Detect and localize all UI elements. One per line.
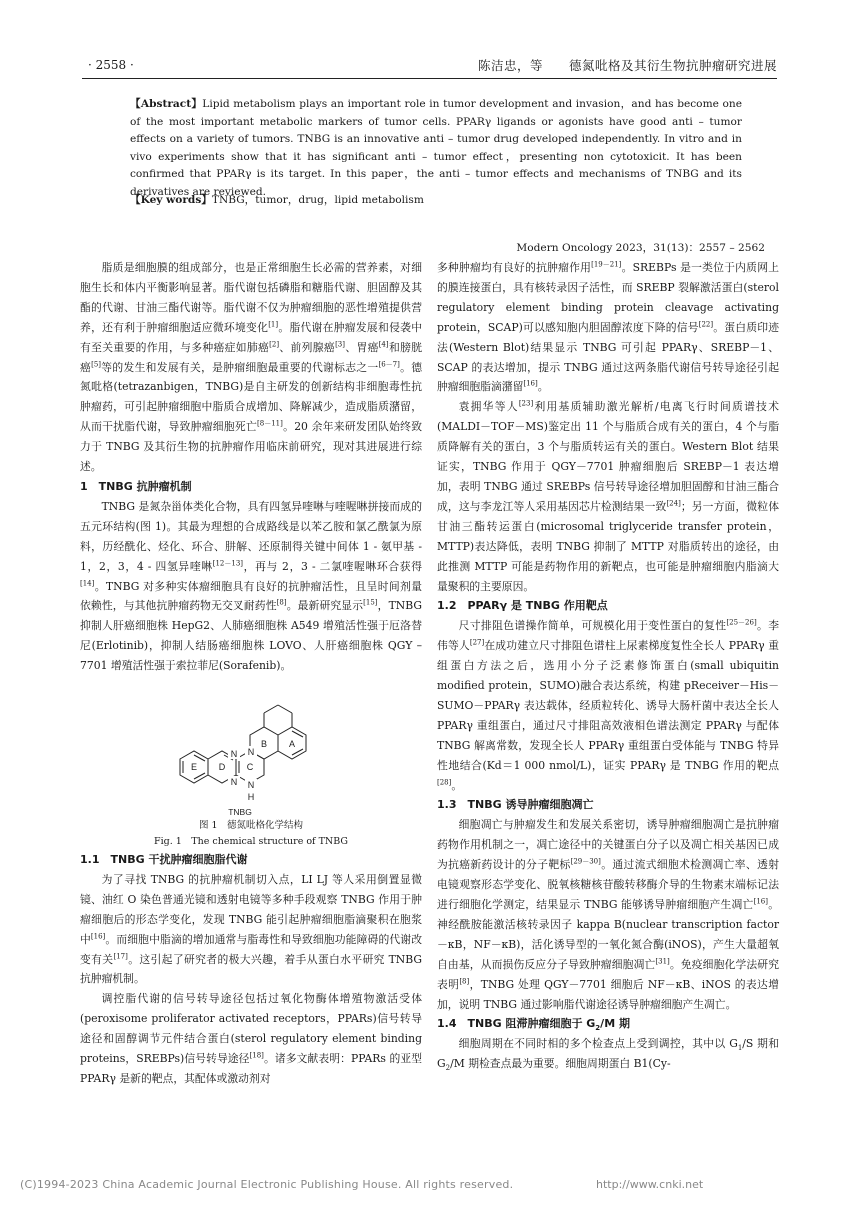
figure-compound-label: TNBG	[228, 807, 252, 817]
footer-url[interactable]: http://www.cnki.net	[596, 1178, 704, 1191]
right-column	[437, 258, 779, 1074]
figure-caption	[80, 818, 422, 850]
tnbg-structure-figure	[80, 668, 422, 828]
subsection-heading: 1.1 TNBG 干扰肿瘤细胞脂代谢	[80, 853, 248, 866]
paragraph: 细胞周期在不同时相的多个检查点上受到调控，其中以 $G_1/S$ 期和 $G_2/M$ 期检查点最为重要。细胞周期蛋白 B1(Cy-	[437, 1037, 780, 1073]
keywords	[130, 192, 424, 207]
ring-label-d: D	[218, 762, 226, 772]
citation: Modern Oncology 2023，31(13)：2557 – 2562	[516, 242, 765, 254]
ring-label-c: C	[246, 762, 254, 772]
atom-n-2: N	[230, 777, 238, 787]
ring-label-b: B	[260, 739, 268, 749]
atom-h: H	[247, 792, 255, 802]
paragraph: TNBG 是氮杂甾体类化合物，具有四氢异喹啉与喹喔啉拼接而成的五元环结构(图 1)。其最为理想的合成路线是以苯乙胺和氯乙酰氯为原料，历经酰化、烃化、环合、肼解、还原制得关键中间体 1 - 氨甲基 - 1，2，3，4 - 四氢异喹啉[12－13]，再与 2，3 - 二氯喹喔啉环合获得[14]。TNBG 对多种实体瘤细胞具有良好的抗肿瘤活性，且呈时间剂量依赖性，与其他抗肿瘤药物无交叉耐药性[8]。最新研究显示[15]，TNBG 抑制人肝癌细胞株 HepG2、人肺癌细胞株 A549 增殖活性强于厄洛替尼(Erlotinib)，抑制人结肠癌细胞株 LOVO、人肝癌细胞株 QGY – 7701 增殖活性强于索拉菲尼(Sorafenib)。	[80, 499, 423, 673]
subsection-heading: 1.4 TNBG 阻滞肿瘤细胞于 $G_2/M$ 期	[437, 1017, 630, 1033]
paragraph: 袁拥华等人[23]利用基质辅助激光解析/电离飞行时间质谱技术(MALDI－TOF－MS)鉴定出 11 个与脂质合成有关的蛋白，4 个与脂质降解有关的蛋白，3 个与脂质转运有关的蛋白。Western Blot 结果证实，TNBG 作用于 QGY－7701 肿瘤细胞后 SREBP－1 表达增加，表明 TNBG 通过 SREBPs 信号转导途径增加胆固醇和甘油三酯合成，这与李龙江等人采用基因芯片检测结果一致[24]；另一方面，微粒体甘油三酯转运蛋白(microsomal triglyceride transfer protein，MTTP)表达降低，表明 TNBG 抑制了 MTTP 对脂质转出的途径，由此推测 MTTP 可能是药物作用的新靶点，也可能是肿瘤细胞内脂滴大量聚积的主要原因。	[437, 399, 780, 593]
figure-caption-cn: 图 1 德氮吡格化学结构	[198, 820, 304, 831]
abstract	[130, 96, 742, 201]
atom-n-3: N	[247, 747, 255, 757]
paragraph: 多种肿瘤均有良好的抗肿瘤作用[19－21]。SREBPs 是一类位于内质网上的膜连接蛋白，具有核转录因子活性，而 SREBP 裂解激活蛋白(sterol regulatory element binding protein cleavage activating protein，SCAP)可以感知胞内胆固醇浓度下降的信号[22]。蛋白质印迹法(Western Blot)结果显示 TNBG 可引起 PPARγ、SREBP－1、SCAP 的表达增加，提示 TNBG 通过这两条脂代谢信号转导途径引起肿瘤细胞脂滴潴留[16]。	[437, 260, 780, 394]
left-column-lower	[80, 850, 422, 1089]
subsection-heading: 1.2 PPARγ 是 TNBG 作用靶点	[437, 599, 608, 613]
copyright-footer: (C)1994-2023 China Academic Journal Electronic Publishing House. All rights reserved.	[20, 1178, 514, 1191]
paragraph: 为了寻找 TNBG 的抗肿瘤机制切入点，LI LJ 等人采用倒置显微镜、油红 O 染色普通光镜和透射电镜等多种手段观察 TNBG 作用于肿瘤细胞后的形态学变化，发现 TNBG 能引起肿瘤细胞脂滴聚积在胞浆中[16]。而细胞中脂滴的增加通常与脂毒性和导致细胞功能障碍的代谢改变有关[17]。这引起了研究者的极大兴趣，着手从蛋白水平研究 TNBG 抗肿瘤机制。	[80, 872, 422, 986]
abstract-label: 【Abstract】	[130, 98, 203, 110]
ring-label-e: E	[190, 762, 198, 772]
ring-label-a: A	[288, 739, 296, 749]
atom-n-1: N	[230, 749, 238, 759]
paragraph: 调控脂代谢的信号转导途径包括过氧化物酶体增殖物激活受体(peroxisome proliferator activated receptors，PPARs)信号转导途径和固醇调节元件结合蛋白(sterol regulatory element binding proteins，SREBPs)信号转导途径[18]。诸多文献表明：PPARs 的亚型 PPARγ 是新的靶点，其配体或激动剂对	[80, 992, 422, 1085]
abstract-text: Lipid metabolism plays an important role in tumor development and invasion，and has become one of the most important metabolic markers of tumor cells. PPARγ ligands or agonists have good anti – tumor effects on a variety of tumors. TNBG is an innovative anti – tumor drug developed independently. In vitro and in vivo experiments show that it has significant anti – tumor effect，presenting non cytotoxicit. It has been confirmed that PPARγ is its target. In this paper，the anti – tumor effects and mechanisms of TNBG and its derivatives are reviewed.	[130, 98, 742, 198]
paragraph: 尺寸排阻色谱操作简单，可规模化用于变性蛋白的复性[25－26]。李伟等人[27]在成功建立尺寸排阻色谱柱上尿素梯度复性全长人 PPARγ 重组蛋白方法之后，选用小分子泛素修饰蛋白(small ubiquitin modified protein，SUMO)融合表达系统，构建 pReceiver－His－SUMO－PPARγ 表达载体，经质粒转化、诱导大肠杆菌中表达全长人 PPARγ 重组蛋白，通过尺寸排阻高效液相色谱法测定 PPARγ 与配体 TNBG 解离常数，发现全长人 PPARγ 重组蛋白受体能与 TNBG 特异性地结合(Kd＝1 000 nmol/L)，证实 PPARγ 是 TNBG 作用的靶点[28]。	[437, 618, 780, 792]
page-number: · 2558 ·	[88, 58, 134, 72]
keywords-label: 【Key words】	[130, 194, 212, 206]
left-column	[80, 258, 422, 676]
keywords-text: TNBG，tumor，drug，lipid metabolism	[211, 194, 424, 206]
atom-n-4: N	[247, 780, 255, 790]
paragraph: 细胞凋亡与肿瘤发生和发展关系密切，诱导肿瘤细胞凋亡是抗肿瘤药物作用机制之一，凋亡途径中的关键蛋白分子以及凋亡相关基因已成为抗癌新药设计的分子靶标[29－30]。通过流式细胞术检测凋亡率、透射电镜观察形态学变化、脱氧核糖核苷酸转移酶介导的生物素末端标记法进行细胞化学测定，结果显示 TNBG 能够诱导肿瘤细胞产生凋亡[16]。神经酰胺能激活核转录因子 kappa B(nuclear transcription factor－κB，NF－κB)，活化诱导型的一氧化氮合酶(iNOS)，产生大量超氧自由基，从而损伤反应分子导致肿瘤细胞凋亡[31]。免疫细胞化学法研究表明[8]，TNBG 处理 QGY－7701 细胞后 NF－κB、iNOS 的表达增加，说明 TNBG 通过影响脂代谢途径诱导肿瘤细胞产生凋亡。	[437, 818, 780, 1011]
paragraph: 脂质是细胞膜的组成部分，也是正常细胞生长必需的营养素，对细胞生长和体内平衡影响显著。脂代谢包括磷脂和糖脂代谢、胆固醇及其酯的代谢、甘油三酯代谢等。脂代谢不仅为肿瘤细胞的恶性增殖提供营养，还有利于肿瘤细胞适应微环境变化[1]。脂代谢在肿瘤发展和侵袭中有至关重要的作用，与多种癌症如肺癌[2]、前列腺癌[3]、胃癌[4]和膀胱癌[5]等的发生和发展有关，是肿瘤细胞最重要的代谢标志之一[6－7]。德氮吡格(tetrazanbigen，TNBG)是自主研发的创新结构非细胞毒性抗肿瘤药，可引起肿瘤细胞中脂质合成增加、降解减少，造成脂质潴留，从而干扰脂代谢，导致肿瘤细胞死亡[8－11]。20 余年来研发团队始终致力于 TNBG 及其衍生物的抗肿瘤作用临床前研究，现对其进展进行综述。	[80, 261, 423, 474]
header-rule	[82, 78, 777, 79]
running-title: 陈洁忠，等 德氮吡格及其衍生物抗肿瘤研究进展	[477, 58, 777, 73]
subsection-heading: 1.3 TNBG 诱导肿瘤细胞凋亡	[437, 798, 594, 812]
section-heading: 1 TNBG 抗肿瘤机制	[80, 479, 192, 493]
figure-caption-en: Fig. 1 The chemical structure of TNBG	[154, 836, 348, 847]
